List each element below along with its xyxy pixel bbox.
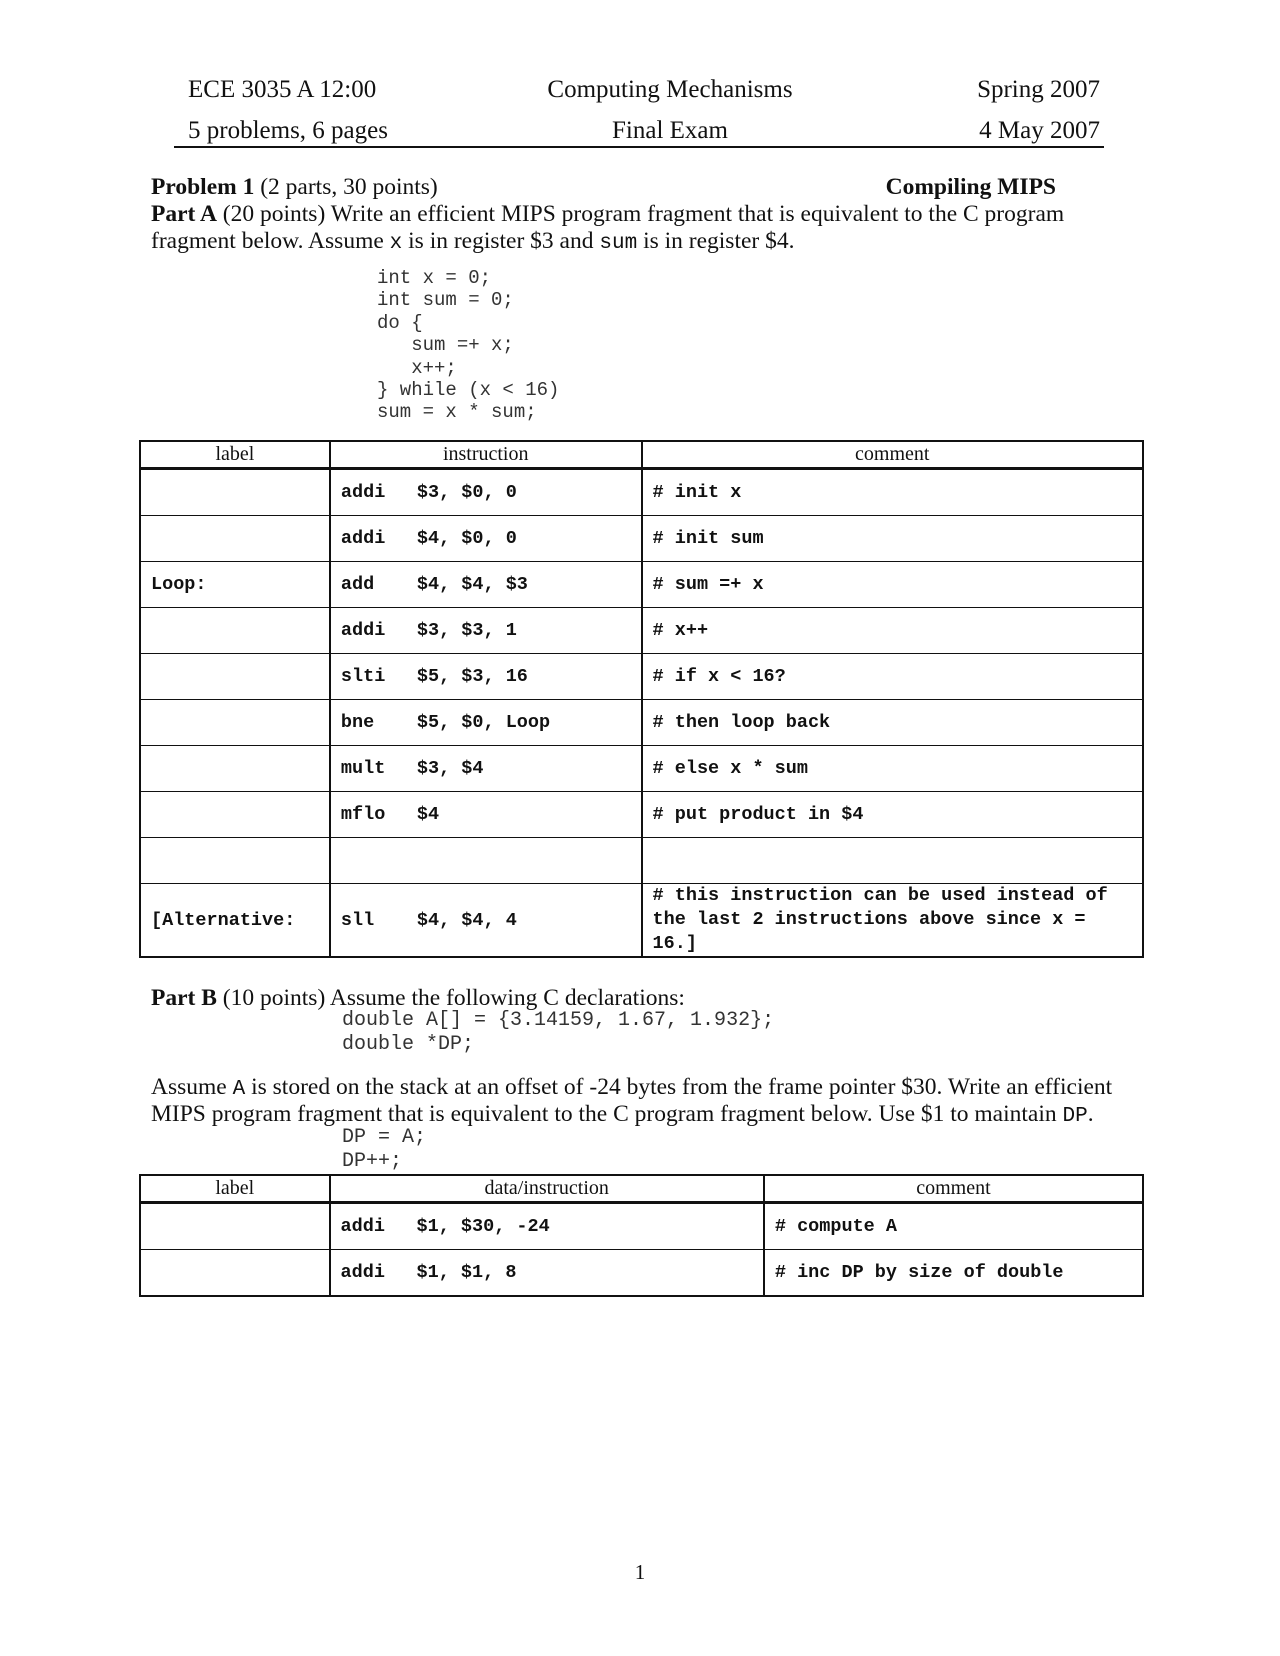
row-label xyxy=(140,746,330,792)
exam-name: Final Exam xyxy=(612,117,728,144)
part-a-heading: Part A xyxy=(151,201,217,227)
problem-count: 5 problems, 6 pages xyxy=(188,117,388,144)
row-label: Loop: xyxy=(140,562,330,608)
row-comment: # if x < 16? xyxy=(642,654,1143,700)
page-number: 1 xyxy=(634,1560,646,1584)
row-instruction xyxy=(330,1250,764,1297)
row-label xyxy=(140,838,330,884)
row-instruction xyxy=(330,469,642,516)
table-row xyxy=(140,469,1143,516)
opcode: mflo xyxy=(340,804,386,825)
term-label: Spring 2007 xyxy=(977,76,1100,103)
row-label xyxy=(140,700,330,746)
row-label xyxy=(140,516,330,562)
operands: $4, $4, 4 xyxy=(416,909,517,931)
row-instruction xyxy=(330,1203,764,1250)
course-label: ECE 3035 A 12:00 xyxy=(188,76,377,103)
row-label xyxy=(140,1203,330,1250)
operands: $1, $1, 8 xyxy=(416,1262,517,1283)
operands: $4, $4, $3 xyxy=(416,574,528,595)
row-comment: # then loop back xyxy=(642,700,1143,746)
operands: $3, $0, 0 xyxy=(416,482,517,503)
col-label-header: label xyxy=(140,1175,330,1203)
row-comment: # this instruction can be used instead of the last 2 instructions above since x = 16.] xyxy=(642,884,1143,958)
operands: $5, $3, 16 xyxy=(416,666,528,687)
row-comment: # init x xyxy=(642,469,1143,516)
table-row xyxy=(140,1250,1143,1297)
operands: $3, $3, 1 xyxy=(416,620,517,641)
row-instruction xyxy=(330,838,642,884)
header-divider xyxy=(174,146,1104,148)
row-instruction xyxy=(330,884,642,958)
course-title: Computing Mechanisms xyxy=(547,76,793,103)
col-instruction-header: instruction xyxy=(330,441,642,469)
table-header xyxy=(140,441,1143,469)
part-b-text-2: MIPS program fragment that is equivalent to the C program fragment below. Use $1 to maintain DP. xyxy=(151,1101,1094,1128)
part-b-intro: Part B (10 points) Assume the following C declarations: xyxy=(151,985,685,1011)
part-a-intro-2: fragment below. Assume x is in register $3 and sum is in register $4. xyxy=(151,228,795,255)
part-b-asm-table xyxy=(139,1174,1144,1297)
opcode: addi xyxy=(340,1216,385,1237)
row-label xyxy=(140,469,330,516)
table-row xyxy=(140,838,1143,884)
opcode: addi xyxy=(340,620,386,641)
opcode: addi xyxy=(340,482,386,503)
part-b-c-code: DP = A; DP++; xyxy=(342,1126,427,1173)
opcode: addi xyxy=(340,528,386,549)
row-comment: # sum =+ x xyxy=(642,562,1143,608)
col-instruction-header: data/instruction xyxy=(330,1175,764,1203)
problem-number: Problem 1 xyxy=(151,174,255,200)
row-instruction xyxy=(330,792,642,838)
operands: $5, $0, Loop xyxy=(416,712,551,733)
opcode: add xyxy=(340,574,375,595)
problem-title xyxy=(151,174,1056,201)
row-comment: # put product in $4 xyxy=(642,792,1143,838)
row-comment: # init sum xyxy=(642,516,1143,562)
row-label xyxy=(140,608,330,654)
row-comment: # inc DP by size of double xyxy=(764,1250,1143,1297)
opcode: mult xyxy=(340,758,386,779)
table-row xyxy=(140,516,1143,562)
row-comment: # compute A xyxy=(764,1203,1143,1250)
exam-date: 4 May 2007 xyxy=(979,117,1100,144)
part-a-intro: Part A (20 points) Write an efficient MIPS program fragment that is equivalent to the C program xyxy=(151,201,1065,227)
part-a-c-code: int x = 0; int sum = 0; do { sum =+ x; x++; } while (x < 16) sum = x * sum; xyxy=(377,267,560,424)
row-label xyxy=(140,1250,330,1297)
opcode: addi xyxy=(340,1262,385,1283)
row-instruction xyxy=(330,516,642,562)
row-instruction xyxy=(330,562,642,608)
operands: $3, $4 xyxy=(416,758,484,779)
table-row xyxy=(140,746,1143,792)
table-row xyxy=(140,884,1143,958)
row-label: [Alternative: xyxy=(140,884,330,958)
row-instruction xyxy=(330,700,642,746)
table-row xyxy=(140,654,1143,700)
part-a-asm-table xyxy=(139,440,1144,958)
row-instruction xyxy=(330,654,642,700)
part-b-heading: Part B xyxy=(151,985,217,1011)
operands: $1, $30, -24 xyxy=(416,1216,550,1237)
row-instruction xyxy=(330,608,642,654)
table-row xyxy=(140,608,1143,654)
table-header xyxy=(140,1175,1143,1203)
table-row xyxy=(140,562,1143,608)
row-instruction xyxy=(330,746,642,792)
opcode: slti xyxy=(340,666,386,687)
row-comment: # x++ xyxy=(642,608,1143,654)
operands: $4 xyxy=(416,804,440,825)
row-comment: # else x * sum xyxy=(642,746,1143,792)
problem-points: (2 parts, 30 points) xyxy=(254,174,438,200)
col-comment-header: comment xyxy=(642,441,1143,469)
row-comment xyxy=(642,838,1143,884)
opcode: sll xyxy=(340,909,375,931)
table-row xyxy=(140,1203,1143,1250)
table-row xyxy=(140,792,1143,838)
opcode: bne xyxy=(340,712,375,733)
table-row xyxy=(140,700,1143,746)
problem-topic: Compiling MIPS xyxy=(885,174,1056,200)
part-b-declarations: double A[] = {3.14159, 1.67, 1.932}; double *DP; xyxy=(342,1009,775,1056)
row-label xyxy=(140,792,330,838)
row-label xyxy=(140,654,330,700)
col-label-header: label xyxy=(140,441,330,469)
operands: $4, $0, 0 xyxy=(416,528,517,549)
part-b-text-1: Assume A is stored on the stack at an offset of -24 bytes from the frame pointer $30. Write an efficient xyxy=(151,1074,1113,1101)
col-comment-header: comment xyxy=(764,1175,1143,1203)
